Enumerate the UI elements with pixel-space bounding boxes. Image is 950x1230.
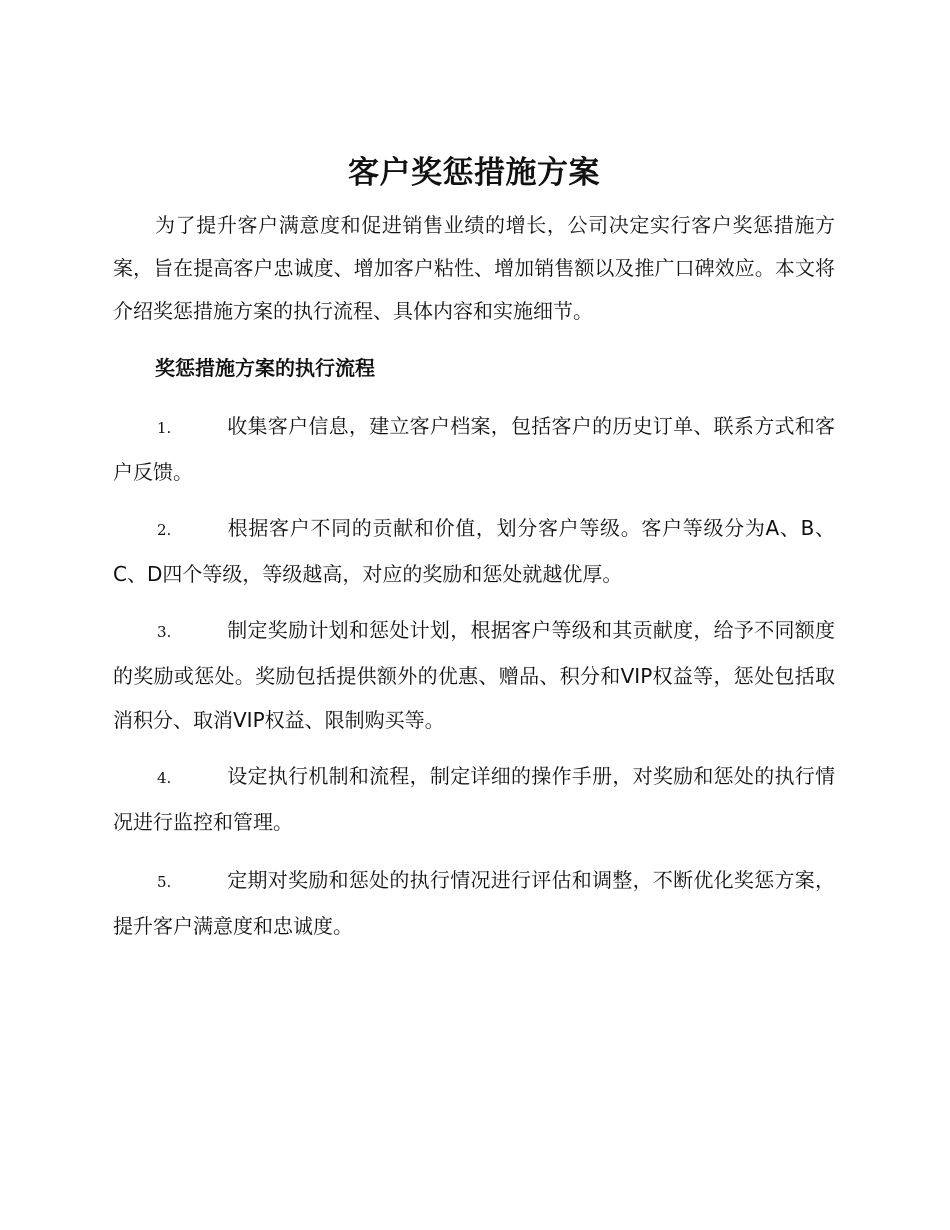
list-item-number: 3. — [157, 623, 172, 641]
list-item-number: 5. — [157, 873, 172, 891]
list-item — [113, 404, 835, 494]
list-item-number: 2. — [157, 521, 172, 539]
list-item-number: 1. — [157, 419, 172, 437]
list-item — [113, 858, 835, 948]
list-item-text: 定期对奖励和惩处的执行情况进行评估和调整，不断优化奖惩方案，提升客户满意度和忠诚度。 — [113, 868, 835, 938]
document-title: 客户奖惩措施方案 — [348, 155, 600, 191]
list-item-text: 收集客户信息，建立客户档案，包括客户的历史订单、联系方式和客户反馈。 — [113, 414, 835, 484]
list-item — [113, 754, 835, 844]
list-item-text: 设定执行机制和流程，制定详细的操作手册，对奖励和惩处的执行情况进行监控和管理。 — [113, 764, 835, 834]
section-heading: 奖惩措施方案的执行流程 — [155, 356, 375, 380]
list-item-text: 根据客户不同的贡献和价值，划分客户等级。客户等级分为A、B、C、D四个等级，等级越高，对应的奖励和惩处就越优厚。 — [113, 516, 835, 586]
list-item — [113, 506, 835, 596]
list-item-text: 制定奖励计划和惩处计划，根据客户等级和其贡献度，给予不同额度的奖励或惩处。奖励包括提供额外的优惠、赠品、积分和VIP权益等，惩处包括取消积分、取消VIP权益、限制购买等。 — [113, 618, 835, 732]
intro-paragraph: 为了提升客户满意度和促进销售业绩的增长，公司决定实行客户奖惩措施方案，旨在提高客户忠诚度、增加客户粘性、增加销售额以及推广口碑效应。本文将介绍奖惩措施方案的执行流程、具体内容和实施细节。 — [113, 213, 835, 323]
list-item-number: 4. — [157, 769, 172, 787]
list-item — [113, 608, 835, 742]
